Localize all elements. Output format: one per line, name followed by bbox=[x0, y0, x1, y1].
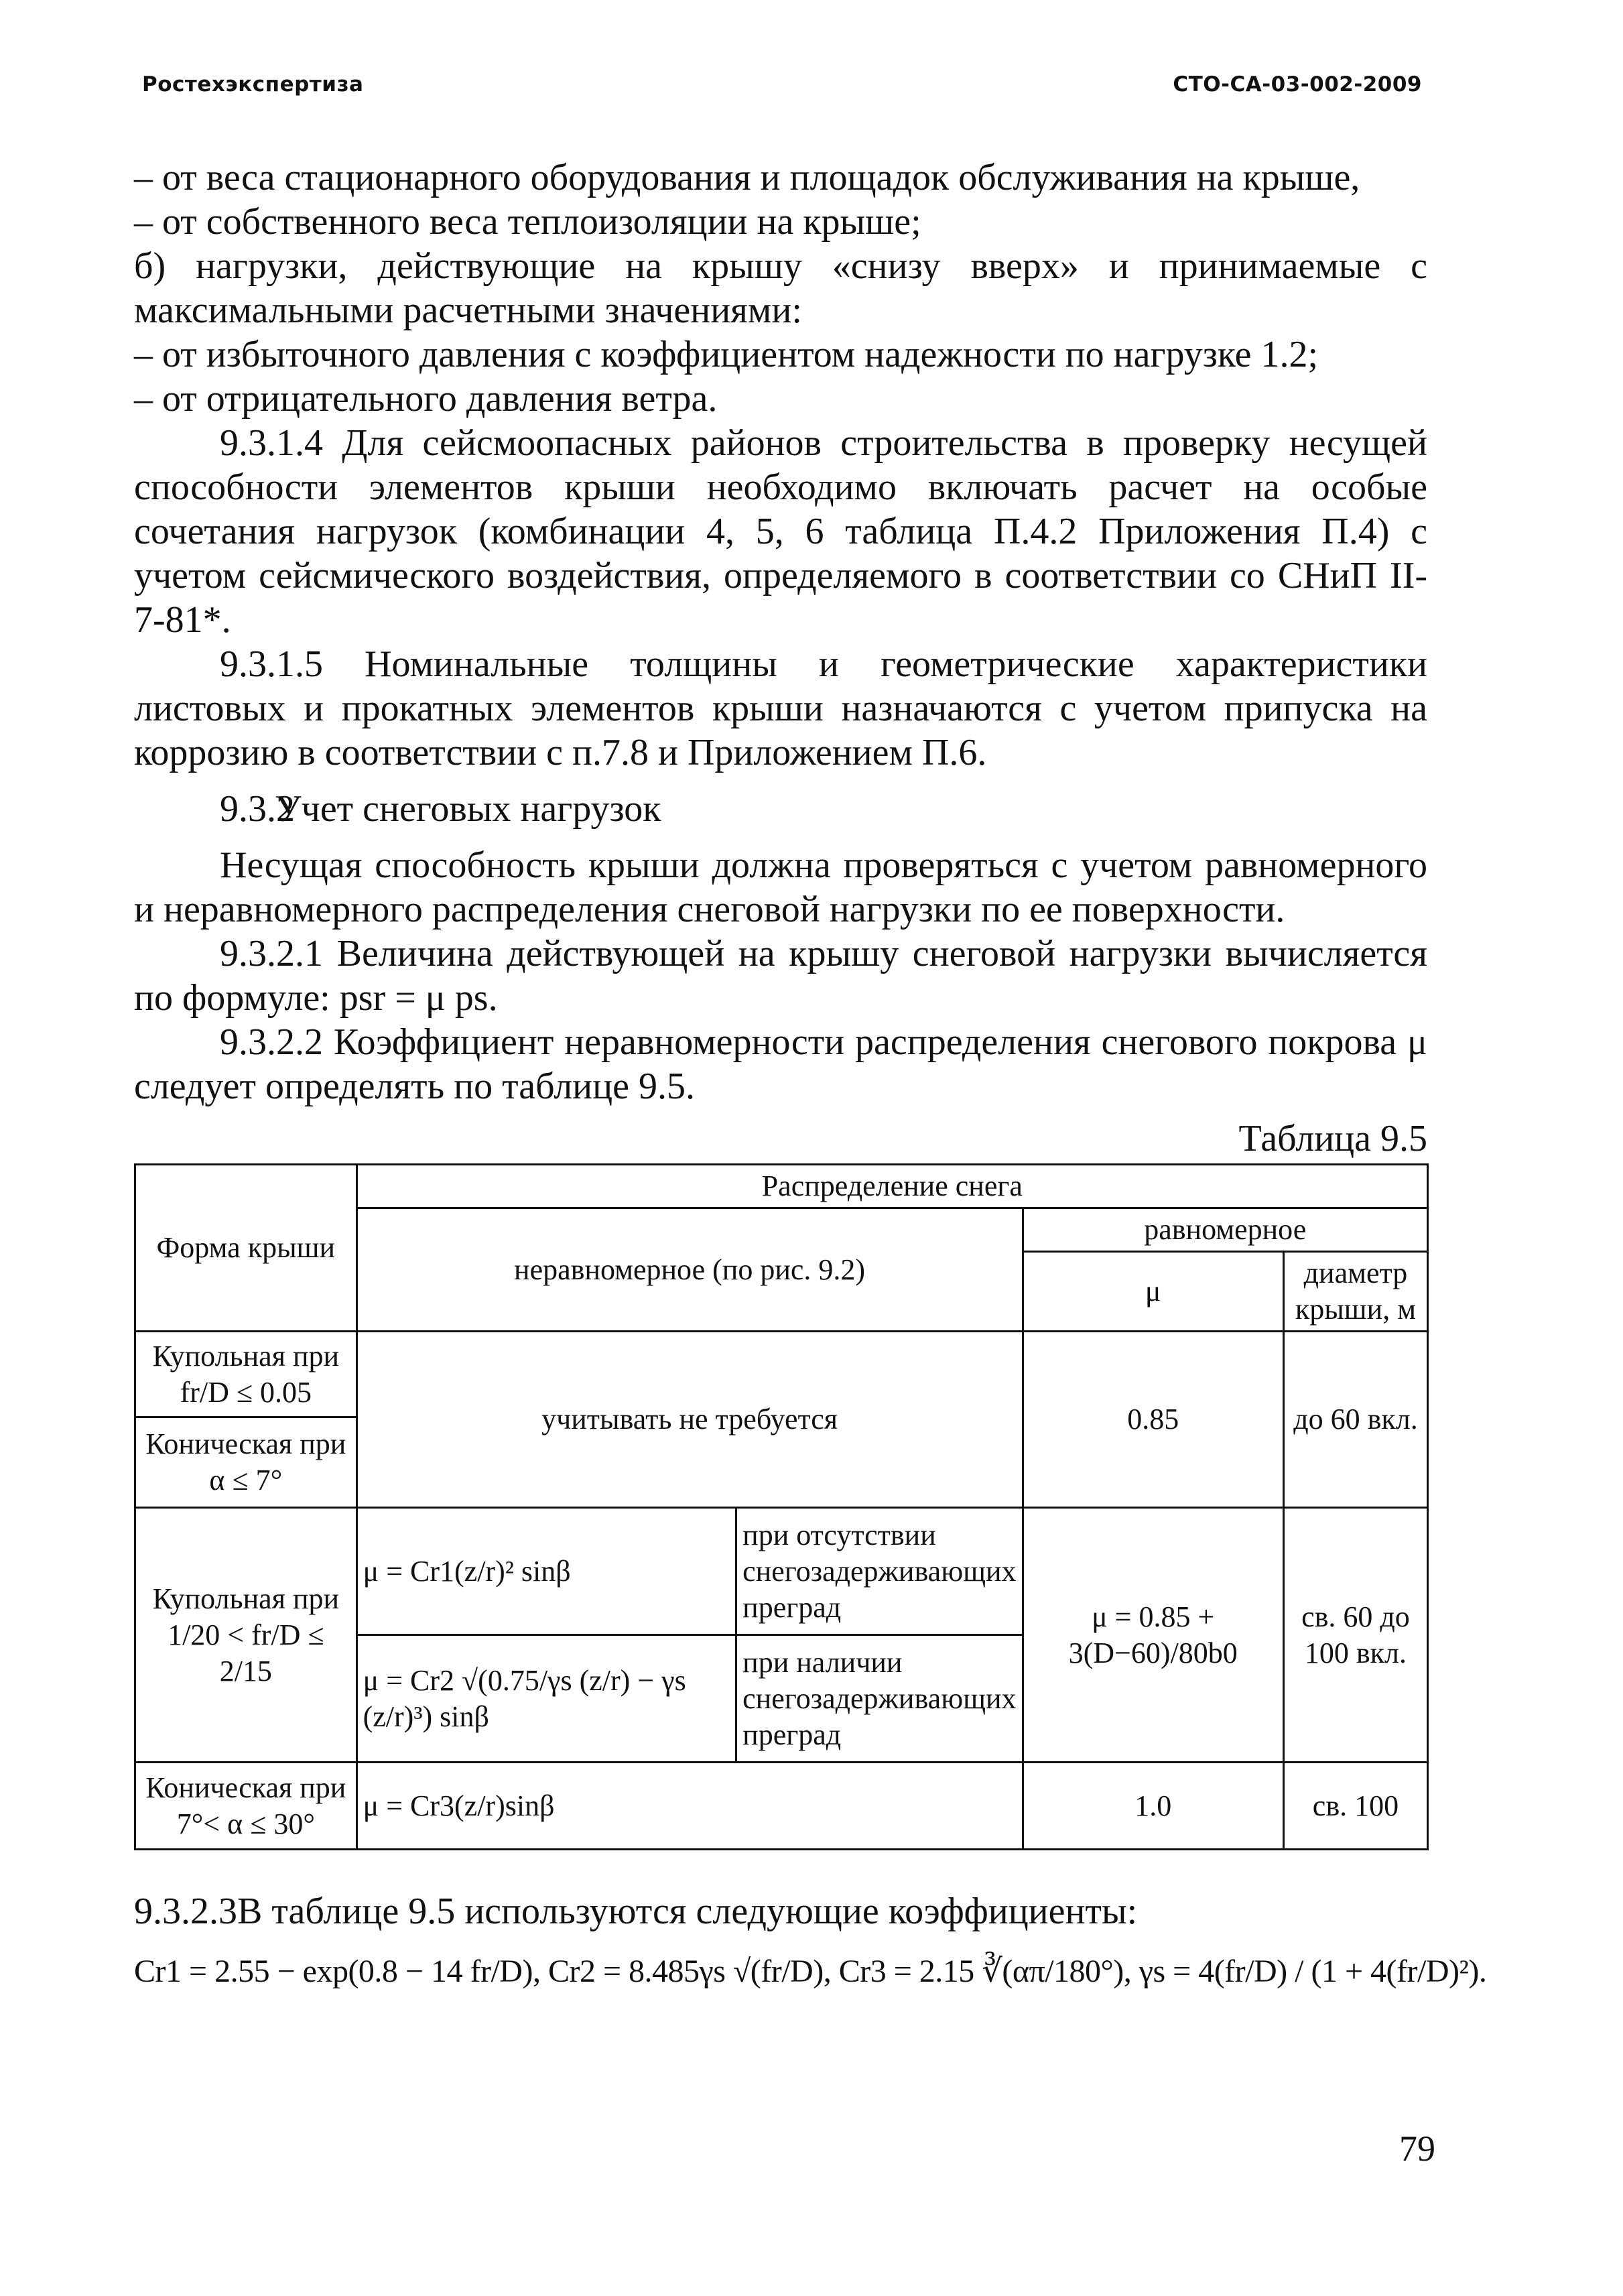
header-roof-form: Форма крыши bbox=[135, 1165, 357, 1332]
row-conical-low: Коническая при α ≤ 7° bbox=[135, 1417, 357, 1508]
paragraph-9-3-1-4: 9.3.1.4 Для сейсмоопасных районов строительства в проверку несущей способности элементов крыши необходимо включать расчет на особые сочетания нагрузок (комбинации 4, 5, 6 таблица П.4.2 Приложения П.4) с учетом сейсмического воздействия, определяемого в соответствии со СНиП II-7-81*. bbox=[134, 422, 1427, 641]
cell-diam-over-100: св. 100 bbox=[1283, 1763, 1427, 1850]
header-mu: μ bbox=[1023, 1252, 1283, 1332]
paragraph: – от избыточного давления с коэффициентом надежности по нагрузке 1.2; bbox=[134, 334, 1319, 375]
header-document-code: СТО-СА-03-002-2009 bbox=[1173, 72, 1422, 97]
table-caption: Таблица 9.5 bbox=[1238, 1118, 1427, 1159]
row-dome-mid-inequality: 1/20 < fr/D ≤ 2/15 bbox=[168, 1618, 324, 1687]
cell-diam-upto-60: до 60 вкл. bbox=[1283, 1332, 1427, 1508]
paragraph-number: 9.3.2.3 bbox=[134, 1891, 237, 1932]
paragraph-9-3-2-1 bbox=[134, 932, 1427, 1020]
formula-cr3: μ = Cr3(z/r)sinβ bbox=[356, 1763, 1023, 1850]
paragraph: – от собственного веса теплоизоляции на крыше; bbox=[134, 201, 921, 243]
cell-mu-10: 1.0 bbox=[1023, 1763, 1283, 1850]
row-dome-mid bbox=[135, 1508, 357, 1763]
paragraph-9-3-1-5: 9.3.1.5 Номинальные толщины и геометрические характеристики листовых и прокатных элементов крыши назначаются с учетом припуска на коррозию в соответствии с п.7.8 и Приложением П.6. bbox=[134, 643, 1427, 773]
page-number: 79 bbox=[1399, 2128, 1435, 2169]
row-dome-low: Купольная при fr/D ≤ 0.05 bbox=[135, 1332, 357, 1417]
formula-cr2: μ = Cr2 √(0.75/γs (z/r) − γs (z/r)³) sinβ bbox=[356, 1635, 736, 1763]
snow-load-formula: psr = μ ps. bbox=[339, 977, 498, 1019]
cond-with-barriers: при наличии снегозадерживающих преград bbox=[736, 1635, 1023, 1763]
header-uneven: неравномерное (по рис. 9.2) bbox=[356, 1208, 1023, 1332]
row-dome-mid-label: Купольная при bbox=[152, 1582, 340, 1615]
header-organization: Ростехэкспертиза bbox=[142, 72, 364, 97]
header-even: равномерное bbox=[1023, 1208, 1428, 1252]
cell-diam-60-100: св. 60 до 100 вкл. bbox=[1283, 1508, 1427, 1763]
paragraph: б) нагрузки, действующие на крышу «снизу вверх» и принимаемые с максимальными расчетными значениями: bbox=[134, 245, 1427, 331]
paragraph-9-3-2-2: 9.3.2.2 Коэффициент неравномерности распределения снегового покрова μ следует определять по таблице 9.5. bbox=[134, 1021, 1427, 1107]
section-title: Учет снеговых нагрузок bbox=[275, 788, 661, 830]
formula-mu-even: μ = 0.85 + 3(D−60)/80b0 bbox=[1023, 1508, 1283, 1763]
paragraph: Несущая способность крыши должна проверяться с учетом равномерного и неравномерного распределения снеговой нагрузки по ее поверхности. bbox=[134, 844, 1427, 930]
cell-mu-085: 0.85 bbox=[1023, 1332, 1283, 1508]
paragraph: – от веса стационарного оборудования и площадок обслуживания на крыше, bbox=[134, 157, 1360, 198]
cell-not-required: учитывать не требуется bbox=[356, 1332, 1023, 1508]
page-body bbox=[134, 155, 1487, 1994]
paragraph-9-3-2-3 bbox=[134, 1889, 1427, 1933]
table-9-5 bbox=[134, 1163, 1429, 1850]
paragraph: – от отрицательного давления ветра. bbox=[134, 378, 718, 420]
coefficient-formulas: Cr1 = 2.55 − exp(0.8 − 14 fr/D), Cr2 = 8.485γs √(fr/D), Cr3 = 2.15 ∛(απ/180°), γs = 4(fr/D) / (1 + 4(fr/D)²). bbox=[134, 1954, 1487, 1989]
row-conical-high: Коническая при 7°< α ≤ 30° bbox=[135, 1763, 357, 1850]
cond-no-barriers: при отсутствии снегозадерживающих преград bbox=[736, 1508, 1023, 1635]
header-snow-distribution: Распределение снега bbox=[356, 1165, 1427, 1208]
header-roof-diameter: диаметр крыши, м bbox=[1283, 1252, 1427, 1332]
formula-cr1: μ = Cr1(z/r)² sinβ bbox=[356, 1508, 736, 1635]
paragraph-text: 9.3.2.1 Величина действующей на крышу снеговой нагрузки вычисляется по формуле: bbox=[134, 933, 1427, 1019]
paragraph-text: В таблице 9.5 используются следующие коэффициенты: bbox=[237, 1891, 1138, 1932]
section-heading bbox=[134, 787, 1427, 831]
section-number: 9.3.2 bbox=[220, 788, 295, 830]
